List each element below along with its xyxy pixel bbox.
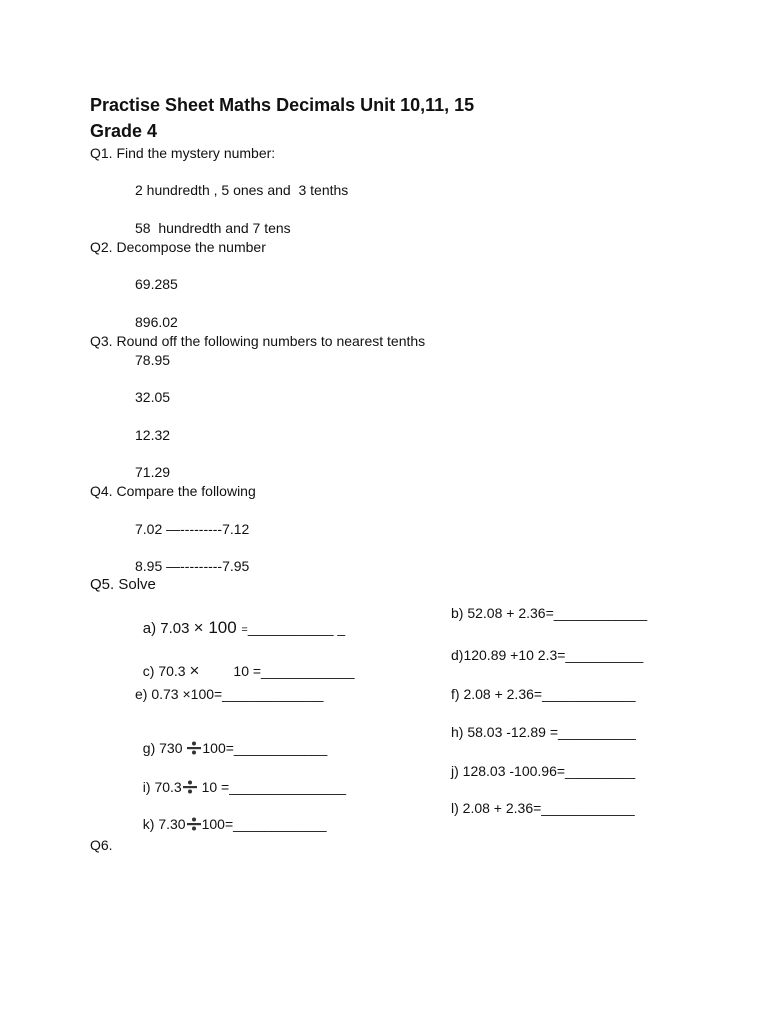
divide-icon [187, 817, 201, 831]
q5-item-a [135, 604, 345, 638]
q5-c-prefix: c) 70.3 [142, 663, 190, 679]
multiply-icon: × [189, 661, 200, 680]
q2-heading: Q2. Decompose the number [90, 239, 266, 255]
q5-item-i [135, 763, 346, 795]
q3-item: 71.29 [135, 464, 171, 480]
q5-item-g [135, 724, 327, 756]
q4-item: 8.95 —---------7.95 [135, 558, 250, 574]
q5-item-l: l) 2.08 + 2.36=____________ [451, 800, 635, 816]
q5-a-number: 100 [203, 618, 242, 637]
q3-heading: Q3. Round off the following numbers to nearest tenths [90, 333, 426, 349]
q5-a-equals: = [241, 624, 248, 636]
q5-g-rest: 100=____________ [202, 740, 328, 756]
q5-g-prefix: g) 730 [142, 740, 187, 756]
q3-item: 32.05 [135, 389, 171, 405]
q5-heading: Q5. Solve [90, 576, 156, 593]
q5-item-k [135, 800, 327, 832]
divide-icon [187, 741, 201, 755]
worksheet-title-line1: Practise Sheet Maths Decimals Unit 10,11, 15 [90, 95, 475, 115]
q1-item: 58 hundredth and 7 tens [135, 220, 291, 236]
q5-item-j: j) 128.03 -100.96=_________ [451, 763, 636, 779]
q5-k-rest: 100=____________ [201, 816, 327, 832]
q5-a-blank: ___________ _ [247, 620, 346, 636]
divide-icon [183, 780, 197, 794]
q5-item-d: d)120.89 +10 2.3=__________ [451, 647, 644, 663]
worksheet-title-line2: Grade 4 [90, 121, 158, 141]
q5-i-prefix: i) 70.3 [142, 779, 182, 795]
q5-item-b: b) 52.08 + 2.36=____________ [451, 605, 648, 621]
q5-a-prefix: a) 7.03 [142, 620, 194, 637]
q3-item: 12.32 [135, 427, 171, 443]
q5-c-rest: 10 =____________ [233, 663, 355, 679]
q1-heading: Q1. Find the mystery number: [90, 145, 276, 161]
q5-item-c [135, 647, 355, 679]
q2-item: 896.02 [135, 314, 178, 330]
q2-item: 69.285 [135, 276, 178, 292]
q5-k-prefix: k) 7.30 [142, 816, 186, 832]
q5-item-f: f) 2.08 + 2.36=____________ [451, 686, 636, 702]
q3-item: 78.95 [135, 352, 171, 368]
q6-heading: Q6. [90, 837, 113, 853]
q1-item: 2 hundredth , 5 ones and 3 tenths [135, 182, 349, 198]
q4-heading: Q4. Compare the following [90, 483, 256, 499]
q5-item-e: e) 0.73 ×100=_____________ [135, 686, 324, 702]
q5-item-h: h) 58.03 -12.89 =__________ [451, 724, 636, 740]
multiply-icon: × [193, 618, 204, 637]
q4-item: 7.02 —---------7.12 [135, 521, 250, 537]
q5-i-rest: 10 =_______________ [197, 779, 347, 795]
